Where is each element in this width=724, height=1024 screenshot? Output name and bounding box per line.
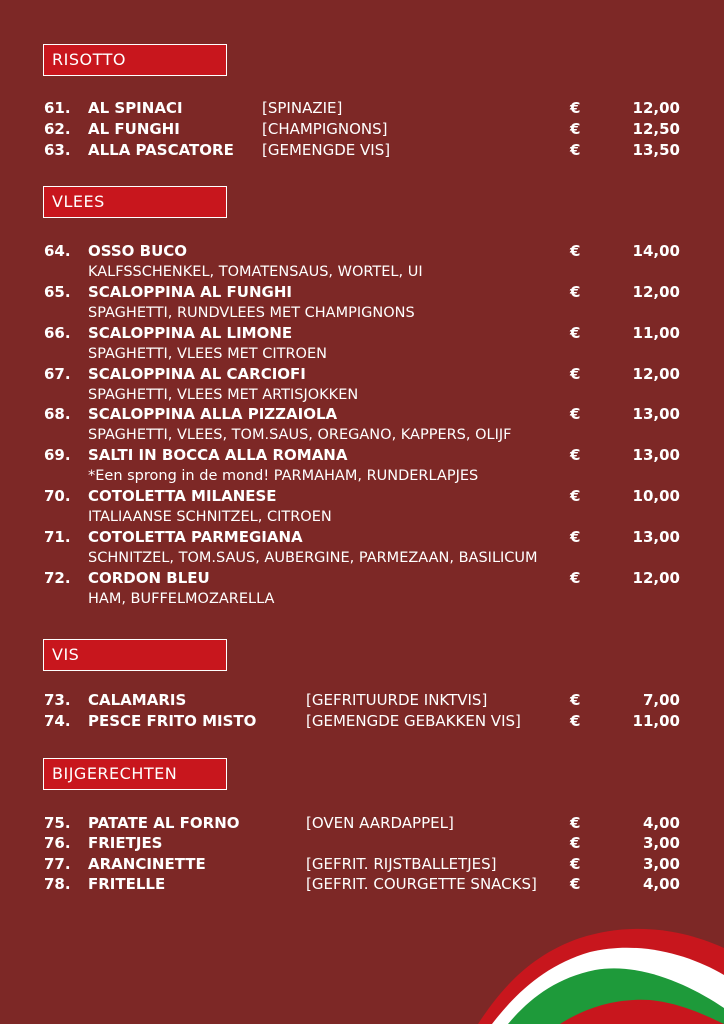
- item-description: [GEMENGDE GEBAKKEN VIS]: [306, 712, 521, 730]
- item-name: FRIETJES: [88, 834, 163, 852]
- currency-symbol: €: [570, 324, 581, 342]
- item-name: SALTI IN BOCCA ALLA ROMANA: [88, 446, 348, 464]
- item-name: CORDON BLEU: [88, 569, 210, 587]
- currency-symbol: €: [570, 365, 581, 383]
- item-price: 12,00: [632, 99, 680, 117]
- section-header-bijgerechten: BIJGERECHTEN: [43, 758, 227, 790]
- item-name: COTOLETTA MILANESE: [88, 487, 277, 505]
- currency-symbol: €: [570, 855, 581, 873]
- item-name: ARANCINETTE: [88, 855, 206, 873]
- item-price: 13,00: [632, 405, 680, 423]
- item-number: 71.: [44, 528, 71, 546]
- item-number: 67.: [44, 365, 71, 383]
- currency-symbol: €: [570, 446, 581, 464]
- item-price: 13,50: [632, 141, 680, 159]
- item-ingredients: HAM, BUFFELMOZARELLA: [88, 591, 275, 607]
- item-name: SCALOPPINA AL CARCIOFI: [88, 365, 306, 383]
- item-name: SCALOPPINA ALLA PIZZAIOLA: [88, 405, 338, 423]
- item-number: 70.: [44, 487, 71, 505]
- item-number: 73.: [44, 691, 71, 709]
- item-description: [GEFRIT. RIJSTBALLETJES]: [306, 855, 497, 873]
- item-number: 76.: [44, 834, 71, 852]
- item-description: [CHAMPIGNONS]: [262, 120, 388, 138]
- currency-symbol: €: [570, 405, 581, 423]
- item-number: 61.: [44, 99, 71, 117]
- item-ingredients: *Een sprong in de mond! PARMAHAM, RUNDERLAPJES: [88, 468, 479, 484]
- item-ingredients: SPAGHETTI, RUNDVLEES MET CHAMPIGNONS: [88, 305, 415, 321]
- item-number: 75.: [44, 814, 71, 832]
- item-description: [GEFRITUURDE INKTVIS]: [306, 691, 488, 709]
- currency-symbol: €: [570, 569, 581, 587]
- currency-symbol: €: [570, 875, 581, 893]
- item-price: 11,00: [632, 324, 680, 342]
- item-name: AL SPINACI: [88, 99, 183, 117]
- item-description: [GEFRIT. COURGETTE SNACKS]: [306, 875, 537, 893]
- item-ingredients: SPAGHETTI, VLEES MET CITROEN: [88, 346, 327, 362]
- item-ingredients: ITALIAANSE SCHNITZEL, CITROEN: [88, 509, 332, 525]
- item-number: 62.: [44, 120, 71, 138]
- item-number: 65.: [44, 283, 71, 301]
- item-price: 4,00: [642, 875, 680, 893]
- item-description: [SPINAZIE]: [262, 99, 343, 117]
- item-price: 10,00: [632, 487, 680, 505]
- section-header-vis: VIS: [43, 639, 227, 671]
- currency-symbol: €: [570, 120, 581, 138]
- item-name: CALAMARIS: [88, 691, 187, 709]
- item-number: 77.: [44, 855, 71, 873]
- item-number: 69.: [44, 446, 71, 464]
- currency-symbol: €: [570, 141, 581, 159]
- item-name: FRITELLE: [88, 875, 166, 893]
- item-name: PESCE FRITO MISTO: [88, 712, 257, 730]
- item-number: 74.: [44, 712, 71, 730]
- currency-symbol: €: [570, 814, 581, 832]
- item-number: 68.: [44, 405, 71, 423]
- item-name: AL FUNGHI: [88, 120, 180, 138]
- item-ingredients: KALFSSCHENKEL, TOMATENSAUS, WORTEL, UI: [88, 264, 423, 280]
- item-ingredients: SCHNITZEL, TOM.SAUS, AUBERGINE, PARMEZAAN, BASILICUM: [88, 550, 538, 566]
- item-number: 72.: [44, 569, 71, 587]
- item-ingredients: SPAGHETTI, VLEES MET ARTISJOKKEN: [88, 387, 359, 403]
- item-price: 3,00: [642, 834, 680, 852]
- currency-symbol: €: [570, 691, 581, 709]
- item-price: 11,00: [632, 712, 680, 730]
- item-description: [OVEN AARDAPPEL]: [306, 814, 454, 832]
- item-name: SCALOPPINA AL FUNGHI: [88, 283, 292, 301]
- currency-symbol: €: [570, 712, 581, 730]
- section-header-risotto: RISOTTO: [43, 44, 227, 76]
- item-price: 12,00: [632, 365, 680, 383]
- currency-symbol: €: [570, 283, 581, 301]
- item-description: [GEMENGDE VIS]: [262, 141, 391, 159]
- item-price: 12,00: [632, 283, 680, 301]
- currency-symbol: €: [570, 528, 581, 546]
- item-name: SCALOPPINA AL LIMONE: [88, 324, 293, 342]
- item-number: 66.: [44, 324, 71, 342]
- currency-symbol: €: [570, 487, 581, 505]
- section-header-vlees: VLEES: [43, 186, 227, 218]
- currency-symbol: €: [570, 242, 581, 260]
- item-price: 4,00: [642, 814, 680, 832]
- item-price: 3,00: [642, 855, 680, 873]
- item-name: PATATE AL FORNO: [88, 814, 240, 832]
- item-price: 13,00: [632, 528, 680, 546]
- item-price: 7,00: [642, 691, 680, 709]
- item-name: ALLA PASCATORE: [88, 141, 234, 159]
- item-price: 12,50: [632, 120, 680, 138]
- item-price: 12,00: [632, 569, 680, 587]
- item-ingredients: SPAGHETTI, VLEES, TOM.SAUS, OREGANO, KAPPERS, OLIJF: [88, 427, 512, 443]
- item-number: 78.: [44, 875, 71, 893]
- item-price: 14,00: [632, 242, 680, 260]
- item-name: OSSO BUCO: [88, 242, 188, 260]
- item-number: 64.: [44, 242, 71, 260]
- item-price: 13,00: [632, 446, 680, 464]
- item-name: COTOLETTA PARMEGIANA: [88, 528, 303, 546]
- currency-symbol: €: [570, 834, 581, 852]
- currency-symbol: €: [570, 99, 581, 117]
- item-number: 63.: [44, 141, 71, 159]
